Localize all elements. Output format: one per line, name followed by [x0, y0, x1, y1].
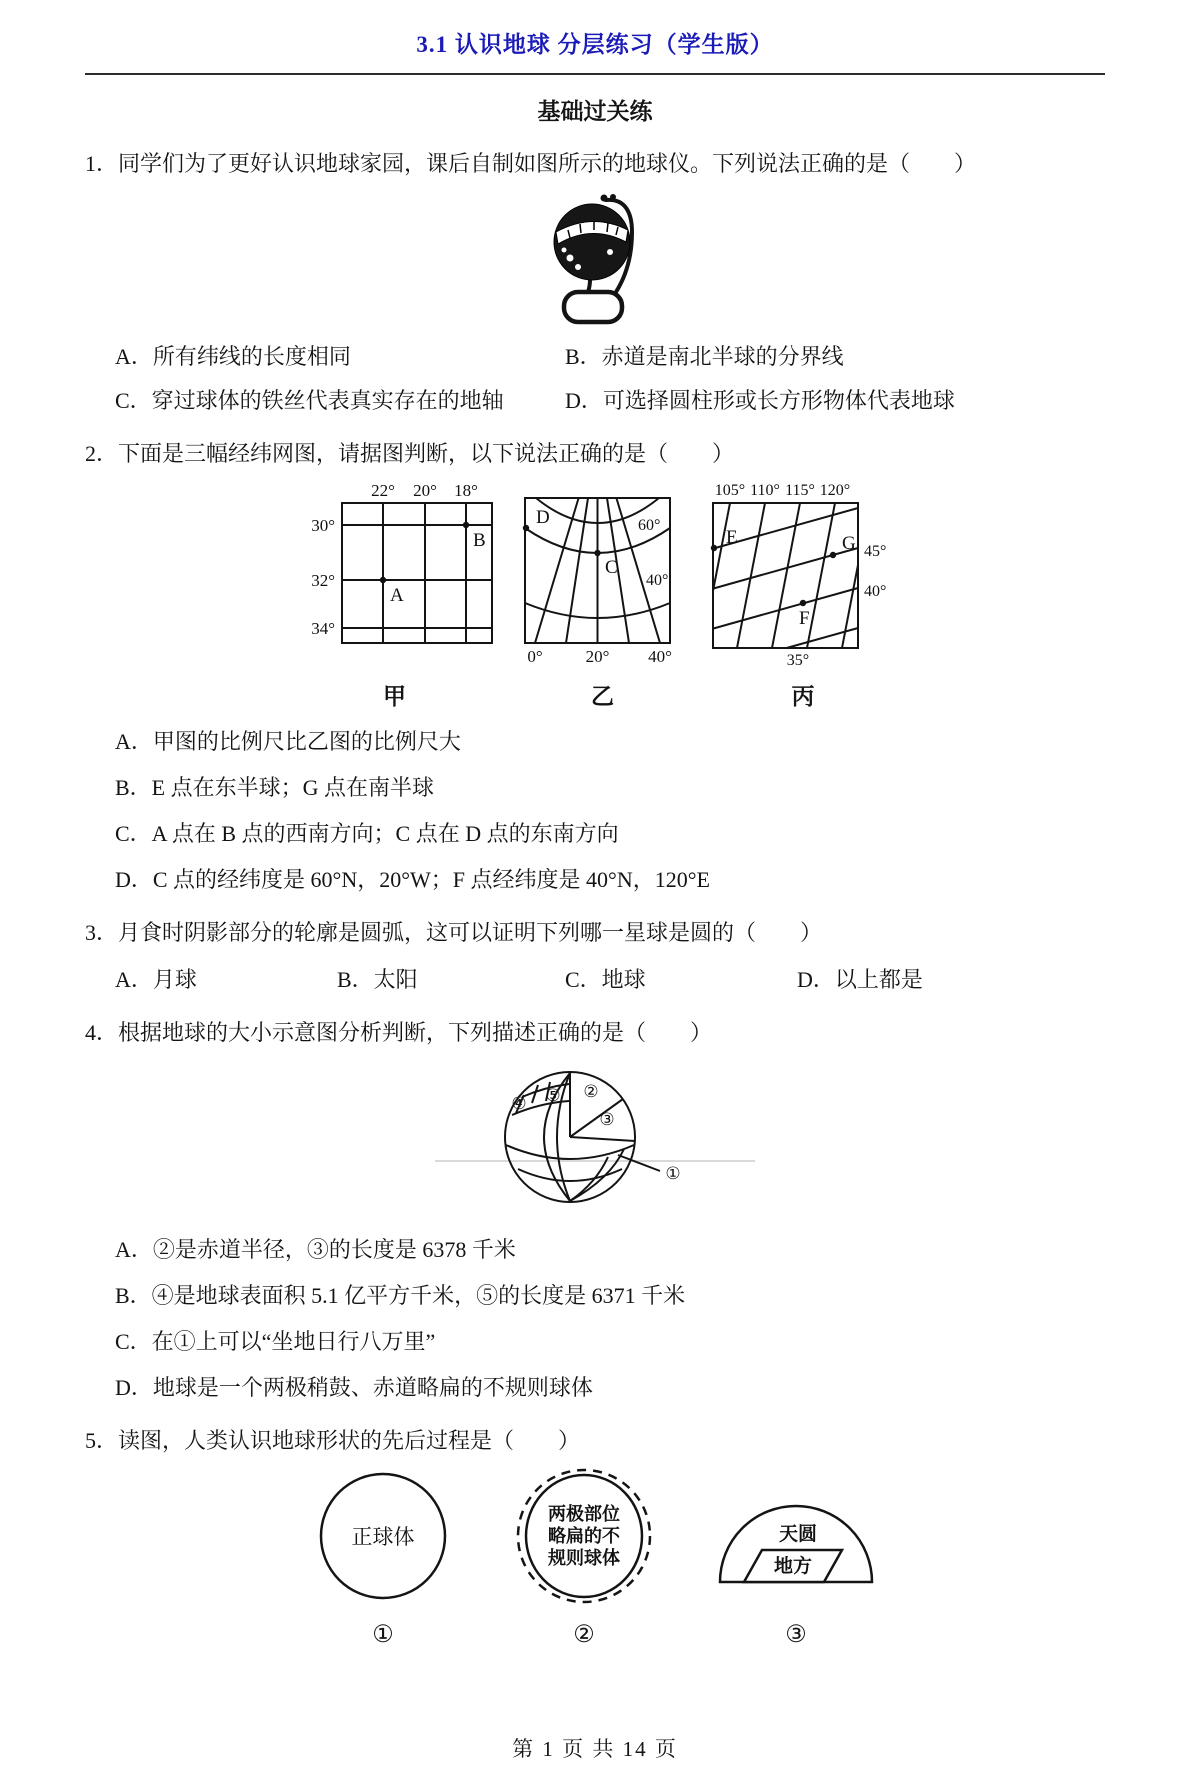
q4-option-d: D．地球是一个两极稍鼓、赤道略扁的不规则球体: [115, 1374, 593, 1400]
label-3-circled: ③: [599, 1109, 615, 1129]
svg-text:115°: 115°: [785, 481, 815, 499]
q3-stem: 3．月食时阴影部分的轮廓是圆弧，这可以证明下列哪一星球是圆的（ ）: [85, 919, 823, 945]
shape1-block: [308, 1464, 458, 1649]
point-g-dot: [830, 552, 836, 558]
q2-option-c: C．A 点在 B 点的西南方向；C 点在 D 点的东南方向: [115, 820, 619, 846]
latlon-grid-yi: [510, 478, 695, 674]
point-a-label: A: [390, 584, 404, 606]
q3-option-d: D．以上都是: [797, 966, 923, 992]
svg-text:105°: 105°: [714, 481, 746, 499]
point-b-label: B: [473, 529, 486, 551]
homemade-globe-figure: [520, 188, 670, 328]
jia-left-labels: [311, 516, 335, 638]
shape1-caption: ①: [372, 1622, 394, 1649]
svg-text:20°: 20°: [413, 480, 437, 500]
earth-size-diagram: [490, 1057, 700, 1219]
q3-options: [85, 949, 1105, 995]
oblique-radius-line: [570, 1099, 623, 1137]
q4-option-a: A．②是赤道半径，③的长度是 6378 千米: [115, 1236, 516, 1262]
oblate-sphere-figure: [504, 1464, 664, 1614]
svg-text:20°: 20°: [585, 646, 610, 666]
point-a-dot: [380, 577, 386, 583]
svg-text:22°: 22°: [371, 480, 395, 500]
q5-stem: 5．读图，人类认识地球形状的先后过程是（ ）: [85, 1427, 581, 1453]
svg-text:18°: 18°: [454, 480, 478, 500]
grid-bing-block: [703, 478, 903, 711]
yi-bottom-labels: [527, 647, 672, 666]
jia-caption: 甲: [383, 683, 406, 709]
svg-text:34°: 34°: [311, 618, 335, 638]
section-heading: 基础过关练: [537, 99, 653, 124]
point-f-label: F: [799, 607, 810, 629]
point-b-dot: [463, 522, 469, 528]
q1-option-d: D．可选择圆柱形或长方形物体代表地球: [565, 387, 955, 413]
q1-option-c: C．穿过球体的铁丝代表真实存在的地轴: [115, 387, 504, 413]
svg-text:120°: 120°: [819, 481, 851, 499]
q4-figure: [85, 1057, 1105, 1219]
svg-text:45°: 45°: [864, 542, 887, 560]
q1-options: [85, 328, 1105, 416]
q1-figure: [85, 188, 1105, 328]
svg-text:40°: 40°: [864, 582, 887, 600]
title-divider: [85, 73, 1105, 75]
q4-stem: 4．根据地球的大小示意图分析判断，下列描述正确的是（ ）: [85, 1019, 713, 1045]
globe-stand-loop: [564, 292, 622, 322]
svg-text:规则球体: 规则球体: [548, 1548, 620, 1569]
point-e-label: E: [726, 526, 738, 548]
q4-option-b: B．④是地球表面积 5.1 亿平方千米，⑤的长度是 6371 千米: [115, 1282, 686, 1308]
point-f-dot: [800, 600, 806, 606]
q2-options: [85, 727, 1105, 895]
point-c-dot: [594, 550, 600, 556]
point-c-label: C: [605, 556, 618, 578]
q2-option-b: B．E 点在东半球；G 点在南半球: [115, 774, 435, 800]
q2-option-d: D．C 点的经纬度是 60°N，20°W；F 点经纬度是 40°N，120°E: [115, 866, 710, 892]
globe-wire-lower: [588, 280, 590, 292]
q1-option-a: A．所有纬线的长度相同: [115, 343, 351, 369]
shape2-block: [504, 1464, 664, 1649]
bing-top-labels: [715, 482, 850, 499]
point-d-dot: [523, 525, 529, 531]
page-footer: 第 1 页 共 14 页: [512, 1737, 678, 1762]
svg-text:略扁的不: 略扁的不: [548, 1526, 620, 1547]
svg-text:两极部位: 两极部位: [548, 1504, 620, 1525]
perfect-sphere-label: 正球体: [351, 1525, 415, 1550]
equator-leader-line: [618, 1155, 660, 1171]
q4-options: [85, 1235, 1105, 1403]
label-5-circled: ⑤: [545, 1085, 561, 1105]
bing-right-labels: [864, 543, 886, 600]
jia-top-labels: [371, 481, 478, 500]
grid-yi-block: [510, 478, 695, 711]
label-2-circled: ②: [583, 1081, 599, 1101]
globe-sphere: [554, 204, 630, 280]
q4-option-c: C．在①上可以“坐地日行八万里”: [115, 1328, 436, 1354]
q1-stem: 1．同学们为了更好认识地球家园，课后自制如图所示的地球仪。下列说法正确的是（ ）: [85, 151, 977, 176]
q3-option-c: C．地球: [565, 966, 646, 992]
q3-option-a: A．月球: [115, 966, 197, 992]
svg-text:32°: 32°: [311, 570, 335, 590]
latlon-grid-jia: [287, 478, 502, 674]
earth-label: 地方: [773, 1556, 813, 1578]
perfect-sphere-figure: [308, 1464, 458, 1614]
yi-caption: 乙: [591, 683, 614, 709]
equatorial-radius-line: [570, 1137, 635, 1141]
label-4-circled: ④: [511, 1093, 527, 1113]
q5-figure-row: [85, 1464, 1105, 1649]
point-d-label: D: [536, 506, 550, 528]
point-g-label: G: [842, 532, 856, 554]
oblate-label: [547, 1503, 620, 1568]
svg-text:0°: 0°: [527, 646, 543, 666]
grid-jia-block: [287, 478, 502, 711]
label-1-circled: ①: [665, 1163, 681, 1183]
worksheet-page: [85, 0, 1105, 1791]
yi-lat-40: 40°: [646, 571, 669, 589]
q3-option-b: B．太阳: [337, 966, 418, 992]
q1-option-b: B．赤道是南北半球的分界线: [565, 343, 844, 369]
shape3-caption: ③: [785, 1622, 807, 1649]
svg-text:110°: 110°: [750, 481, 780, 499]
round-sky-square-earth-figure: [710, 1464, 882, 1614]
page-title: 3.1 认识地球 分层练习（学生版）: [416, 32, 774, 57]
sky-label: 天圆: [778, 1524, 818, 1546]
svg-text:40°: 40°: [648, 646, 672, 666]
bing-bottom-label: 35°: [786, 651, 810, 669]
q2-option-a: A．甲图的比例尺比乙图的比例尺大: [115, 728, 461, 754]
yi-lat-60: 60°: [638, 516, 661, 534]
q2-stem: 2．下面是三幅经纬网图，请据图判断，以下说法正确的是（ ）: [85, 440, 735, 466]
svg-text:30°: 30°: [311, 515, 335, 535]
q2-figure-row: [85, 478, 1105, 711]
latlon-grid-bing: [703, 478, 903, 674]
bing-caption: 丙: [791, 683, 815, 709]
shape3-block: [710, 1464, 882, 1649]
shape2-caption: ②: [573, 1622, 595, 1649]
earth-diagram-labels: [511, 1082, 680, 1183]
point-e-dot: [711, 545, 717, 551]
